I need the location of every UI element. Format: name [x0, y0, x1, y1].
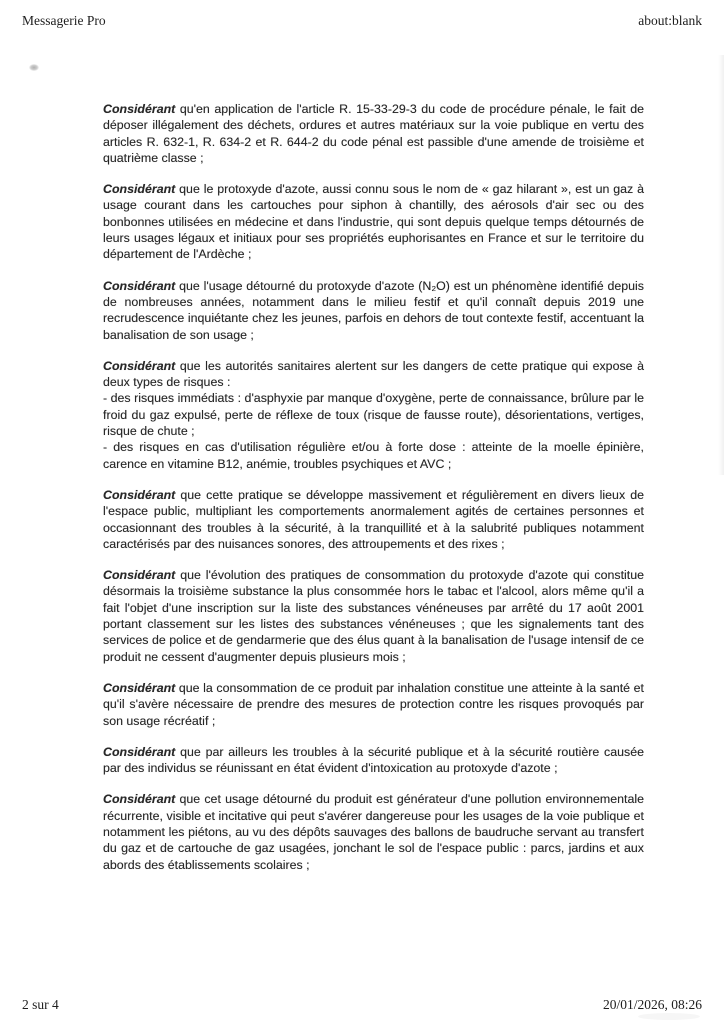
- document-body: [103, 101, 644, 888]
- scan-artifact-smudge: [638, 1013, 700, 1020]
- print-footer-page-number: 2 sur 4: [22, 997, 59, 1012]
- paragraph-text: que la consommation de ce produit par inhalation constitue une atteinte à la santé et qu'il s'avère nécessaire de prendre des mesures de protection contre les risques provoqués par son usage récréatif ;: [103, 680, 644, 728]
- paragraph-text: que par ailleurs les troubles à la sécurité publique et à la sécurité routière causée par des individus se réunissant en état évident d'intoxication au protoxyde d'azote ;: [103, 744, 644, 776]
- paragraph-text: que l'usage détourné du protoxyde d'azote (N₂O) est un phénomène identifié depuis de nombreuses années, notamment dans le milieu festif et qu'il connaît depuis 2019 une recrudescence inquiétante chez les jeunes, parfois en dehors de tout contexte festif, accentuant la banalisation de son usage ;: [103, 278, 644, 342]
- paragraph-text: que cette pratique se développe massivement et régulièrement en divers lieux de l'espace public, multipliant les comportements anormalement agités de certaines personnes et occasionnant des troubles à la sécurité, à la tranquillité et à la salubrité publiques notamment caractérisés par des nuisances sonores, des attroupements et des rixes ;: [103, 487, 644, 551]
- print-footer: [22, 997, 702, 1013]
- print-footer-datetime: 20/01/2026, 08:26: [602, 997, 702, 1012]
- print-header-url: about:blank: [638, 13, 702, 28]
- paragraph-lead-considerant: Considérant: [103, 568, 176, 583]
- paragraph-text: que cet usage détourné du produit est générateur d'une pollution environnementale récurrente, visible et incitative qui peut s'avérer dangereuse pour les usages de la voie publique et notamment les piétons, au vu des dépôts sauvages des ballons de baudruche servant au transfert du gaz et de cartouche de gaz usagées, jonchant le sol de l'espace public : parcs, jardins et aux abords des établissements scolaires ;: [103, 792, 644, 872]
- paragraph-text: qu'en application de l'article R. 15-33-29-3 du code de procédure pénale, le fait de déposer illégalement des déchets, ordures et autres matériaux sur la voie publique en vertu des articles R. 632-1, R. 634-2 et R. 644-2 du code pénal est passible d'une amende de troisième et quatrième classe ;: [103, 102, 644, 165]
- considerant-paragraph: [103, 680, 644, 729]
- considerant-paragraph: [103, 791, 644, 872]
- paragraph-lead-considerant: Considérant: [103, 792, 176, 807]
- paragraph-lead-considerant: Considérant: [103, 102, 176, 116]
- considerant-paragraph: [103, 487, 644, 552]
- paragraph-text: que le protoxyde d'azote, aussi connu sous le nom de « gaz hilarant », est un gaz à usage courant dans les cartouches pour siphon à chantilly, des aérosols d'air sec ou des bonbonnes utilisées en médecine et dans l'industrie, qui sont depuis quelque temps détournés de leurs usages légaux et initiaux pour ses propriétés euphorisantes en France et sur le territoire du département de l'Ardèche ;: [103, 182, 644, 262]
- paragraph-text: - des risques immédiats : d'asphyxie par manque d'oxygène, perte de connaissance, brûlure par le froid du gaz expulsé, perte de réflexe de toux (risque de fausse route), désorientations, vertiges, risque de chute ;: [103, 391, 644, 439]
- scan-artifact-speck: [29, 64, 39, 71]
- paragraph-lead-considerant: Considérant: [103, 358, 176, 373]
- considerant-paragraph: [103, 744, 644, 777]
- considerant-paragraph: [103, 278, 644, 343]
- print-header: [22, 13, 702, 29]
- scan-edge-shadow: [718, 55, 724, 475]
- paragraph-lead-considerant: Considérant: [103, 680, 176, 695]
- paragraph-lead-considerant: Considérant: [103, 278, 176, 293]
- print-header-title: Messagerie Pro: [22, 13, 106, 28]
- considerant-paragraph: [103, 567, 644, 665]
- paragraph-lead-considerant: Considérant: [103, 182, 176, 197]
- considerant-paragraph: [103, 101, 644, 166]
- considerant-paragraph: [103, 358, 644, 472]
- paragraph-text: que les autorités sanitaires alertent sur les dangers de cette pratique qui expose à deux types de risques :: [103, 358, 644, 390]
- paragraph-text: - des risques en cas d'utilisation régulière et/ou à forte dose : atteinte de la moelle épinière, carence en vitamine B12, anémie, troubles psychiques et AVC ;: [103, 440, 644, 471]
- paragraph-lead-considerant: Considérant: [103, 744, 176, 759]
- considerant-paragraph: [103, 181, 644, 262]
- paragraph-text: que l'évolution des pratiques de consommation du protoxyde d'azote qui constitue désormais la troisième substance la plus consommée hors le tabac et l'alcool, alors même qu'il a fait l'objet d'une inscription sur la liste des substances vénéneuses par arrêté du 17 août 2001 portant classement sur les listes des substances vénéneuses ; que les signalements tant des services de police et de gendarmerie que des élus quant à la banalisation de l'usage intensif de ce produit ne cessent d'augmenter depuis plusieurs mois ;: [103, 568, 644, 664]
- paragraph-lead-considerant: Considérant: [103, 487, 176, 502]
